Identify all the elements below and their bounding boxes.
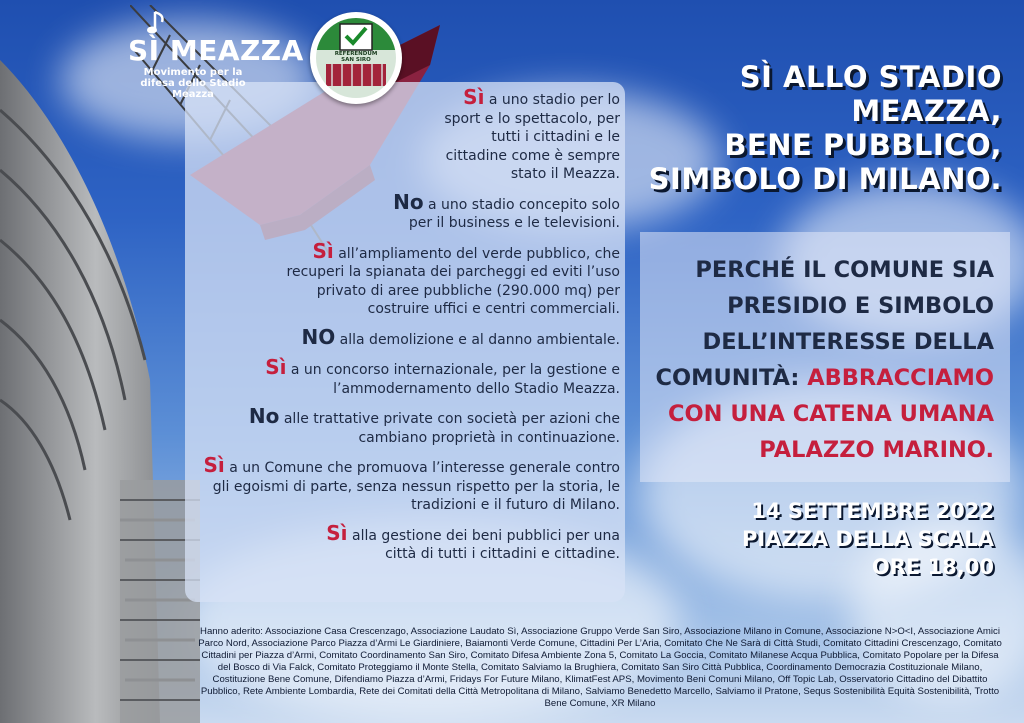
- list-item: [185, 520, 620, 564]
- point-text: alla demolizione e al danno ambientale.: [335, 331, 620, 348]
- point-keyword: No: [393, 189, 424, 214]
- point-text: a uno stadio concepito solo per il business e le televisioni.: [408, 196, 620, 231]
- point-keyword: No: [248, 404, 280, 428]
- event-place: PIAZZA DELLA SCALA: [742, 527, 994, 551]
- point-keyword: Sì: [203, 453, 225, 477]
- logo-title: SÌ MEAZZA: [128, 34, 304, 67]
- headline-line: BENE PUBBLICO,: [724, 128, 1002, 162]
- headline-line: SIMBOLO DI MILANO.: [648, 162, 1002, 196]
- point-text: alle trattative private con società per azioni che cambiano proprietà in continuazione.: [279, 411, 620, 446]
- event-time: ORE 18,00: [871, 555, 994, 579]
- point-text: a un Comune che promuova l’interesse generale contro gli egoismi di parte, senza nessun rispetto per la storia, le tradizioni e il futuro di Milano.: [212, 460, 620, 513]
- point-text: alla gestione dei beni pubblici per una città di tutti i cittadini e cittadine.: [347, 527, 620, 562]
- list-item: [185, 85, 620, 184]
- event-date: 14 SETTEMBRE 2022: [751, 499, 994, 523]
- headline-line: SÌ ALLO STADIO MEAZZA,: [739, 60, 1002, 128]
- point-keyword: Sì: [265, 355, 287, 379]
- point-text: a uno stadio per lo sport e lo spettacolo, per tutti i cittadini e le cittadine come è sempre stato il Meazza.: [444, 92, 620, 182]
- call-to-action: [644, 252, 994, 468]
- call-to-action-highlight: ABBRACCIAMO CON UNA CATENA UMANA PALAZZO MARINO.: [668, 365, 994, 463]
- point-keyword: Sì: [326, 520, 348, 545]
- point-keyword: Sì: [463, 85, 485, 109]
- call-to-action-text: PERCHÉ IL COMUNE SIA PRESIDIO E SIMBOLO DELL’INTERESSE DELLA COMUNITÀ:: [655, 257, 994, 391]
- badge-line-2: SAN SIRO: [341, 57, 371, 63]
- list-item: [185, 324, 620, 350]
- event-info: [674, 497, 994, 581]
- list-item: [185, 453, 620, 515]
- list-item: [185, 355, 620, 398]
- point-text: all’ampliamento del verde pubblico, che recuperi la spianata dei parcheggi ed eviti l’uso privato di aree pubbliche (290.000 mq) per costruire uffici e centri commerciali.: [286, 245, 620, 317]
- points-list: [185, 85, 620, 573]
- supporters-list: Hanno aderito: Associazione Casa Crescenzago, Associazione Laudato Sì, Associazione Gruppo Verde San Siro, Associazione Milano in Comune, Associazione N>O<I, Associazione Amici Parco Nord, Associazione Parco Piazza d’Armi Le Giardiniere, Baiamonti Verde Comune, Cittadini Per L’Aria, Comitato Che Ne Sarà di Città Studi, Comitato Cittadini Crescenzago, Comitato Cittadini per Piazza d’Armi, Comitato Coordinamento San Siro, Comitato Difesa Ambiente Zona 5, Comitato La Goccia, Comitato Milanese Acqua Pubblica, Comitato Popolare per la Difesa del Bosco di Via Falck, Comitato Proteggiamo il Monte Stella, Comitato Salviamo la Brughiera, Comitato San Siro Città Pubblica, Coordinamento Democrazia Costituzionale Milano, Costituzione Bene Comune, Difendiamo Piazza d’Armi, Fridays For Future Milano, KlimatFest APS, Movimento Beni Comuni Milano, Off Topic Lab, Osservatorio Cittadino del Dibattito Pubblico, Rete Ambiente Lombardia, Rete dei Comitati della Città Metropolitana di Milano, Salviamo Benedetto Marcello, Salviamo il Pratone, Sequs Sostenibilità Equità Sostenibilità, Trotto Bene Comune, XR Milano: [198, 626, 1002, 709]
- badge-line-1: REFERENDUM: [334, 51, 378, 57]
- list-item: [185, 238, 620, 319]
- logo-subtitle: Movimento per la difesa dello Stadio Meazza: [140, 67, 246, 100]
- point-keyword: NO: [301, 324, 336, 349]
- list-item: [185, 189, 620, 233]
- music-note-icon: [146, 10, 170, 36]
- list-item: [185, 404, 620, 447]
- point-keyword: Sì: [312, 238, 334, 263]
- main-headline: [582, 60, 1002, 196]
- point-text: a un concorso internazionale, per la gestione e l’ammodernamento dello Stadio Meazza.: [286, 362, 620, 397]
